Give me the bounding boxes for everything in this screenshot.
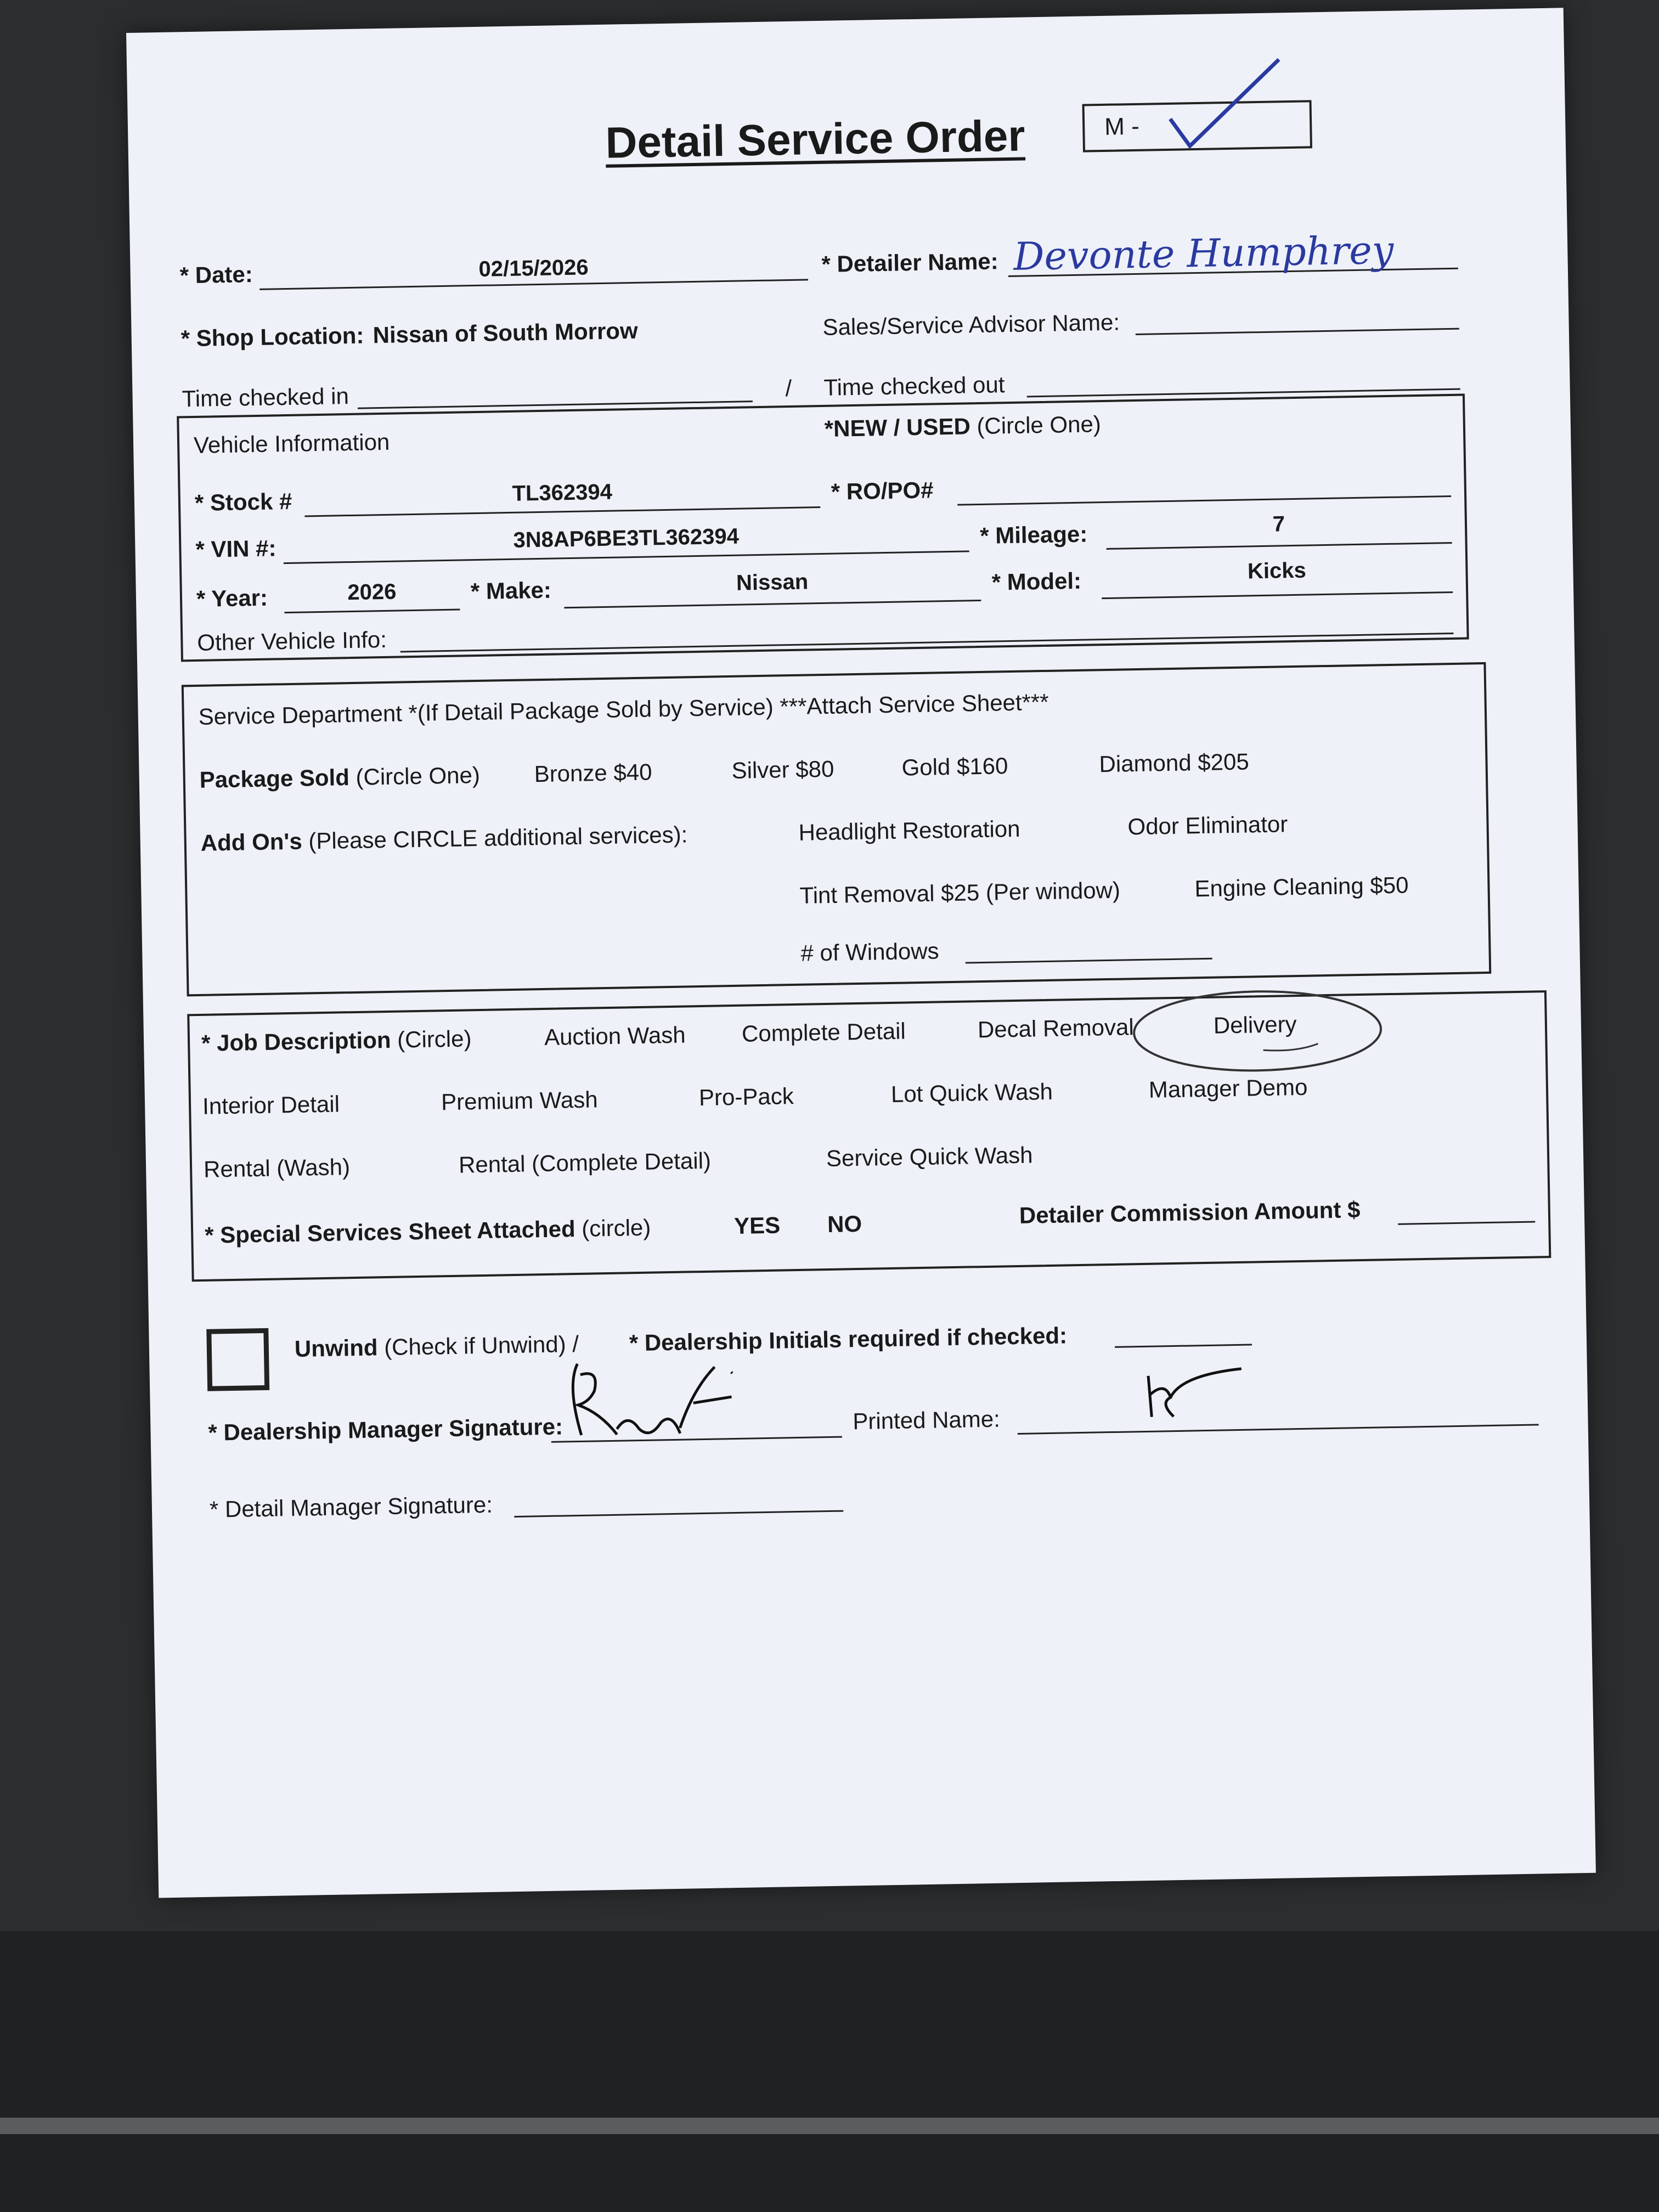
time-slash: / xyxy=(785,375,792,402)
job-option[interactable]: Auction Wash xyxy=(544,1022,686,1050)
service-department-header: Service Department *(If Detail Package Sold by Service) ***Attach Service Sheet*** xyxy=(198,689,1049,730)
special-services-yes[interactable]: YES xyxy=(733,1212,781,1239)
stock-value: TL362394 xyxy=(512,479,613,506)
special-services-no[interactable]: NO xyxy=(827,1210,862,1238)
printed-name-label: Printed Name: xyxy=(852,1406,1001,1435)
job-option[interactable]: Complete Detail xyxy=(741,1018,906,1047)
printed-name-line xyxy=(1018,1424,1539,1435)
make-label: * Make: xyxy=(470,577,552,605)
add-on-option[interactable]: Odor Eliminator xyxy=(1127,811,1288,840)
stock-label: * Stock # xyxy=(194,488,292,516)
vin-label: * VIN #: xyxy=(195,535,276,562)
package-sold-label: Package Sold (Circle One) xyxy=(199,761,481,793)
new-used-label: *NEW / USED (Circle One) xyxy=(824,411,1102,442)
job-option[interactable]: Rental (Complete Detail) xyxy=(458,1147,712,1178)
desk-edge xyxy=(0,2118,1659,2134)
add-ons-label: Add On's (Please CIRCLE additional services): xyxy=(200,821,688,856)
advisor-name-line xyxy=(1136,328,1459,335)
mileage-value: 7 xyxy=(1272,512,1285,537)
desk-surface xyxy=(0,1931,1659,2212)
date-value: 02/15/2026 xyxy=(478,255,589,281)
job-option[interactable]: Rental (Wash) xyxy=(203,1154,351,1182)
detail-service-order-form xyxy=(126,8,1596,1898)
time-out-label: Time checked out xyxy=(823,371,1005,400)
vehicle-information-label: Vehicle Information xyxy=(193,428,390,458)
other-vehicle-info-label: Other Vehicle Info: xyxy=(197,626,387,656)
package-option[interactable]: Silver $80 xyxy=(731,755,834,783)
dealership-initials-label: * Dealership Initials required if checked: xyxy=(629,1322,1068,1356)
checkmark-icon xyxy=(1164,57,1286,152)
detail-manager-signature-label: * Detail Manager Signature: xyxy=(209,1491,493,1522)
job-description-label: * Job Description (Circle) xyxy=(201,1025,472,1056)
job-option[interactable]: Premium Wash xyxy=(441,1086,598,1115)
unwind-label: Unwind (Check if Unwind) / xyxy=(294,1330,579,1362)
shop-location-value: Nissan of South Morrow xyxy=(373,317,639,348)
add-on-option[interactable]: Tint Removal $25 (Per window) xyxy=(799,877,1121,909)
printed-name-initials-image xyxy=(1143,1363,1254,1425)
windows-count-label: # of Windows xyxy=(800,938,939,966)
shop-location-label: * Shop Location: xyxy=(180,322,364,352)
ro-po-label: * RO/PO# xyxy=(831,477,934,505)
m-box-label: M - xyxy=(1104,112,1140,140)
form-title: Detail Service Order xyxy=(605,111,1026,167)
model-label: * Model: xyxy=(991,567,1082,595)
mileage-label: * Mileage: xyxy=(979,521,1088,549)
make-value: Nissan xyxy=(736,569,809,595)
job-option[interactable]: Pro-Pack xyxy=(698,1083,794,1111)
package-option[interactable]: Bronze $40 xyxy=(534,759,652,787)
advisor-name-label: Sales/Service Advisor Name: xyxy=(822,309,1120,340)
special-services-label: * Special Services Sheet Attached (circle) xyxy=(204,1214,651,1248)
job-option-selected[interactable]: Delivery xyxy=(1213,1011,1297,1039)
unwind-checkbox[interactable] xyxy=(206,1328,269,1391)
model-value: Kicks xyxy=(1247,558,1307,584)
dealership-initials-line xyxy=(1115,1344,1252,1348)
time-in-label: Time checked in xyxy=(182,383,349,412)
job-option[interactable]: Service Quick Wash xyxy=(826,1142,1033,1172)
job-option[interactable]: Decal Removal xyxy=(977,1014,1135,1043)
job-option[interactable]: Manager Demo xyxy=(1148,1074,1308,1103)
vin-value: 3N8AP6BE3TL362394 xyxy=(513,524,740,552)
package-option[interactable]: Gold $160 xyxy=(901,753,1008,781)
detailer-name-label: * Detailer Name: xyxy=(821,248,999,277)
year-value: 2026 xyxy=(347,579,397,605)
date-label: * Date: xyxy=(179,261,253,289)
year-label: * Year: xyxy=(196,584,268,612)
add-on-option[interactable]: Engine Cleaning $50 xyxy=(1194,872,1409,902)
job-option[interactable]: Lot Quick Wash xyxy=(890,1078,1053,1107)
detailer-commission-label: Detailer Commission Amount $ xyxy=(1019,1197,1361,1228)
dealership-manager-signature-label: * Dealership Manager Signature: xyxy=(208,1413,563,1446)
manager-signature-image xyxy=(555,1350,743,1452)
package-option[interactable]: Diamond $205 xyxy=(1099,748,1250,777)
detailer-name-value: Devonte Humphrey xyxy=(1013,227,1394,279)
job-option[interactable]: Interior Detail xyxy=(202,1091,340,1119)
detail-manager-signature-line xyxy=(514,1510,843,1517)
add-on-option[interactable]: Headlight Restoration xyxy=(798,815,1020,845)
